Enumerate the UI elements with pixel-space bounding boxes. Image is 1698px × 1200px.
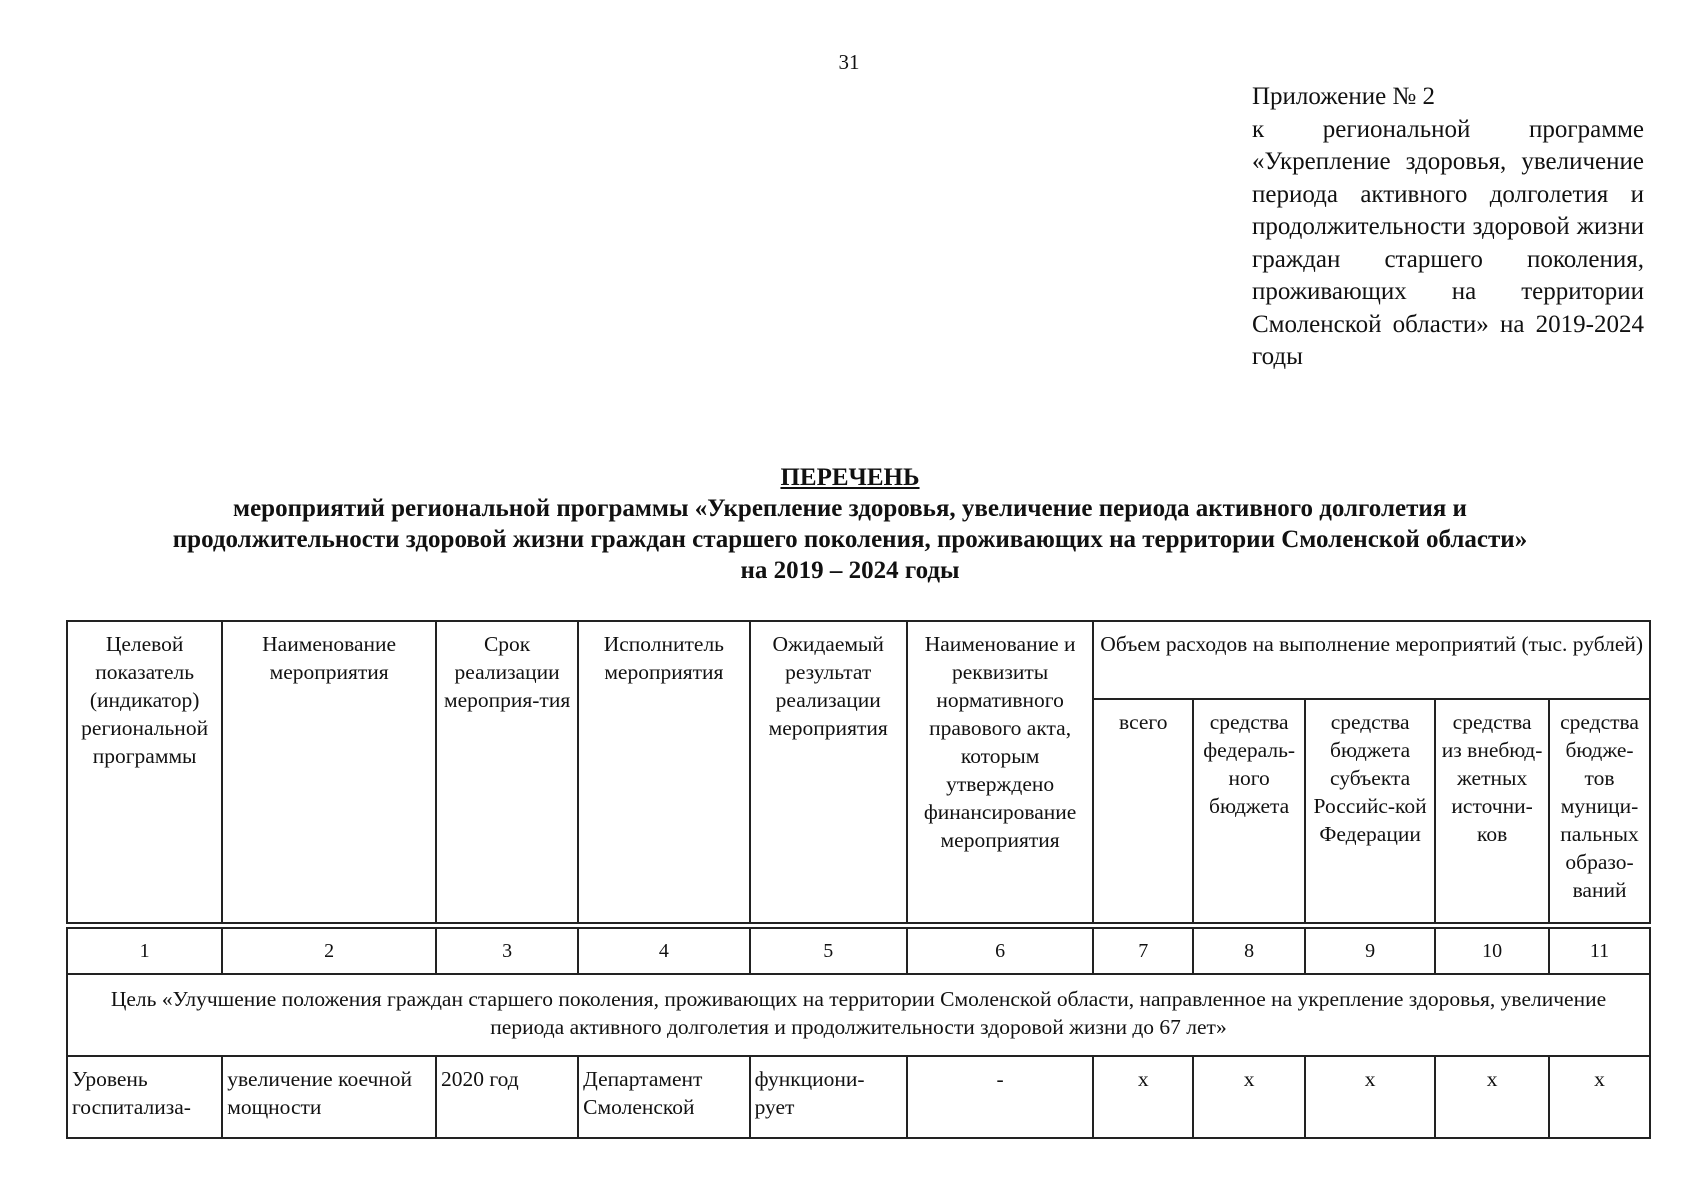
cell-executor: Департамент Смоленской	[578, 1056, 749, 1138]
cell-indicator: Уровень госпитализа-	[67, 1056, 222, 1138]
header-expenses-group: Объем расходов на выполнение мероприятий (тыс. рублей)	[1093, 621, 1650, 699]
column-number: 10	[1435, 928, 1549, 974]
cell-regional: х	[1305, 1056, 1435, 1138]
column-number: 11	[1549, 928, 1650, 974]
title-line-3: на 2019 – 2024 годы	[740, 557, 960, 584]
cell-legal-act: -	[907, 1056, 1094, 1138]
header-expected-result: Ожидаемый результат реализации мероприятия	[750, 621, 907, 923]
cell-activity: увеличение коечной мощности	[222, 1056, 436, 1138]
title-heading: ПЕРЕЧЕНЬ	[780, 464, 920, 491]
column-number: 2	[222, 928, 436, 974]
header-target-indicator: Целевой показатель (индикатор) региональной программы	[67, 621, 222, 923]
cell-extrabudgetary: х	[1435, 1056, 1549, 1138]
column-number: 1	[67, 928, 222, 974]
program-goal: Цель «Улучшение положения граждан старшего поколения, проживающих на территории Смоленской области, направленное на укрепление здоровья, увеличение периода активного долголетия и продолжительности здоровой жизни до 67 лет»	[67, 974, 1650, 1056]
column-number: 8	[1193, 928, 1305, 974]
column-number: 9	[1305, 928, 1435, 974]
appendix-block	[1252, 81, 1644, 374]
cell-result: функциони-рует	[750, 1056, 907, 1138]
header-extrabudgetary: средства из внебюд-жетных источни-ков	[1435, 699, 1549, 923]
title-line-2: продолжительности здоровой жизни граждан старшего поколения, проживающих на территории Смоленской области»	[172, 526, 1528, 553]
header-activity-name: Наименование мероприятия	[222, 621, 436, 923]
header-executor: Исполнитель мероприятия	[578, 621, 749, 923]
column-numbers-row	[67, 928, 1650, 974]
header-federal-budget: средства федераль-ного бюджета	[1193, 699, 1305, 923]
cell-deadline: 2020 год	[436, 1056, 578, 1138]
header-municipal-budgets: средства бюдже-тов муници-пальных образо-ваний	[1549, 699, 1650, 923]
column-number: 4	[578, 928, 749, 974]
appendix-body: к региональной программе «Укрепление здоровья, увеличение периода активного долголетия и продолжительности здоровой жизни граждан старшего поколения, проживающих на территории Смоленской области» на 2019-2024 годы	[1252, 115, 1644, 370]
appendix-title: Приложение № 2	[1252, 83, 1436, 110]
cell-municipal: х	[1549, 1056, 1650, 1138]
column-number: 7	[1093, 928, 1193, 974]
column-number: 6	[907, 928, 1094, 974]
title-line-1: мероприятий региональной программы «Укрепление здоровья, увеличение периода активного долголетия и	[233, 495, 1467, 522]
activities-table	[66, 620, 1651, 1139]
cell-total: х	[1093, 1056, 1193, 1138]
cell-federal: х	[1193, 1056, 1305, 1138]
header-total: всего	[1093, 699, 1193, 923]
header-regional-budget: средства бюджета субъекта Российс-кой Федерации	[1305, 699, 1435, 923]
page-number: 31	[838, 50, 860, 74]
column-number: 3	[436, 928, 578, 974]
header-deadline: Срок реализации мероприя-тия	[436, 621, 578, 923]
document-title	[60, 462, 1640, 586]
header-legal-act: Наименование и реквизиты нормативного правового акта, которым утверждено финансирование мероприятия	[907, 621, 1094, 923]
table-row	[67, 1056, 1650, 1138]
column-number: 5	[750, 928, 907, 974]
